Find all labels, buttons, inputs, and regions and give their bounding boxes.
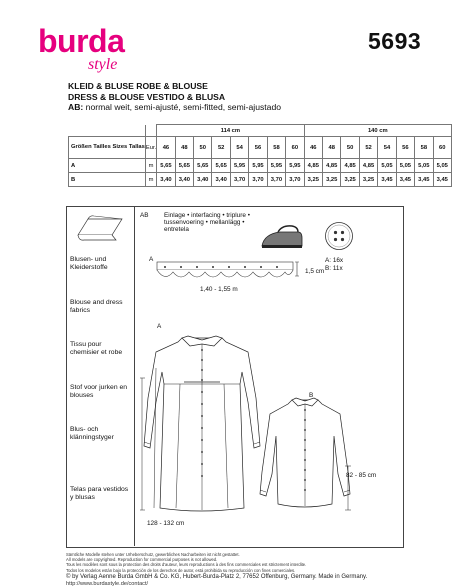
amount-cell: 5,65: [157, 159, 175, 173]
button-count-a: A: 16x: [325, 257, 344, 264]
logo-style-word: style: [88, 56, 118, 73]
amount-cell: 3,25: [304, 173, 322, 187]
amount-cell: 3,70: [230, 173, 248, 187]
pattern-titles: [68, 81, 281, 113]
dress-length: 128 - 132 cm: [147, 520, 185, 527]
notice-en: All models are copyrighted. Reproduction for commercial purposes is not allowed.: [66, 557, 218, 563]
fabric-swatch-icon: [76, 213, 128, 243]
iron-icon: [258, 224, 306, 250]
amount-cell: 3,70: [249, 173, 267, 187]
size-cell: 60: [286, 137, 304, 159]
interfacing-line-3: entretela: [164, 226, 189, 234]
size-cell: 48: [175, 137, 193, 159]
fabric-sv: Blus- och klänningstyger: [70, 426, 114, 441]
title-line-1: KLEID & BLUSE ROBE & BLOUSE: [68, 81, 208, 91]
amount-cell: 5,95: [267, 159, 285, 173]
amount-cell: 3,45: [433, 173, 451, 187]
amount-cell: 4,85: [341, 159, 359, 173]
size-cell: 50: [341, 137, 359, 159]
amount-cell: 5,05: [415, 159, 433, 173]
amount-cell: 5,95: [230, 159, 248, 173]
size-cell: 54: [230, 137, 248, 159]
fabric-de: Blusen- und Kleiderstoffe: [70, 256, 108, 271]
notice-de: Sämtliche Modelle stehen unter Urheberschutz, gewerbliches Nacharbeiten ist nicht gestattet.: [66, 552, 240, 557]
table-row-b: [69, 173, 452, 187]
lace-height: 1,5 cm: [305, 268, 325, 275]
interfacing-code: AB: [140, 212, 149, 219]
size-cell: 50: [194, 137, 212, 159]
amount-cell: 4,85: [323, 159, 341, 173]
size-cell: 56: [396, 137, 414, 159]
size-cell: 52: [212, 137, 230, 159]
amount-cell: 3,40: [175, 173, 193, 187]
blouse-illustration: [258, 392, 358, 522]
row-label-b: B: [69, 173, 146, 187]
fabric-nl: Stof voor jurken en blouses: [70, 384, 128, 399]
size-cell: 46: [157, 137, 175, 159]
size-cell: 58: [415, 137, 433, 159]
dress-illustration: [140, 328, 270, 518]
row-unit: m: [145, 159, 156, 173]
burda-style-logo: [38, 22, 148, 78]
amount-cell: 3,70: [267, 173, 285, 187]
width-140: 140 cm: [304, 125, 451, 137]
size-cell: 58: [267, 137, 285, 159]
fabric-es: Telas para vestidos y blusas: [70, 486, 129, 501]
pattern-number: 5693: [368, 28, 422, 54]
fabric-en: Blouse and dress fabrics: [70, 299, 123, 314]
interfacing-line-2: tussenvoering • mellanlägg •: [164, 219, 245, 227]
row-unit: m: [145, 173, 156, 187]
table-row-a: [69, 159, 452, 173]
width-114: 114 cm: [157, 125, 304, 137]
lace-length: 1,40 - 1,55 m: [200, 286, 238, 293]
fit-text: normal weit, semi-ajusté, semi-fitted, semi-ajustado: [83, 102, 282, 113]
size-cell: 60: [433, 137, 451, 159]
fit-description: [68, 102, 281, 113]
blouse-length: 82 - 85 cm: [346, 472, 377, 479]
lace-view-label: A: [149, 256, 154, 263]
sizes-row: [69, 137, 452, 159]
width-group-row: [69, 125, 452, 137]
lace-trim-icon: [155, 260, 303, 286]
amount-cell: 3,45: [415, 173, 433, 187]
amount-cell: 3,25: [341, 173, 359, 187]
publisher-info: [66, 574, 367, 581]
publisher-address: © by Verlag Aenne Burda GmbH & Co. KG, Hubert-Burda-Platz 2, 77652 Offenburg, Germany. Made in Germany.: [66, 574, 368, 580]
amount-cell: 5,05: [378, 159, 396, 173]
fabric-requirements-table: [68, 124, 452, 187]
amount-cell: 3,25: [359, 173, 377, 187]
fit-label: AB:: [68, 102, 84, 113]
interfacing-line-1: Einlage • interfacing • triplure •: [164, 212, 250, 219]
fabric-column-divider: [134, 206, 135, 546]
amount-cell: 5,05: [433, 159, 451, 173]
title-line-2: DRESS & BLOUSE VESTIDO & BLUSA: [68, 91, 226, 102]
amount-cell: 5,05: [396, 159, 414, 173]
notice-fr: Tous les modèles sont sous la protection des droits d'auteur, leurs reproductions à des fins commerciales est strictement interdite.: [66, 562, 307, 568]
row-label-a: A: [69, 159, 146, 173]
amount-cell: 3,25: [323, 173, 341, 187]
amount-cell: 5,95: [286, 159, 304, 173]
amount-cell: 3,45: [378, 173, 396, 187]
size-cell: 52: [359, 137, 377, 159]
sizes-header-unit: Eur.: [145, 137, 156, 159]
amount-cell: 3,40: [194, 173, 212, 187]
copyright-notice: [66, 552, 306, 573]
view-a-label: A: [157, 323, 162, 330]
button-count-b: B: 11x: [325, 265, 343, 272]
size-cell: 48: [323, 137, 341, 159]
logo-wordmark: burda: [38, 23, 125, 59]
interfacing-text: [164, 212, 268, 234]
size-cell: 54: [378, 137, 396, 159]
amount-cell: 5,65: [194, 159, 212, 173]
sizes-header-label: Größen Tailles Sizes Tallas: [69, 137, 146, 159]
amount-cell: 4,85: [359, 159, 377, 173]
amount-cell: 3,70: [286, 173, 304, 187]
amount-cell: 5,65: [175, 159, 193, 173]
button-icon: [324, 221, 354, 251]
contact-link[interactable]: http://www.burdastyle.de/contact/: [66, 581, 149, 587]
view-b-label: B: [309, 392, 314, 399]
amount-cell: 3,40: [157, 173, 175, 187]
amount-cell: 3,40: [212, 173, 230, 187]
amount-cell: 3,45: [396, 173, 414, 187]
amount-cell: 4,85: [304, 159, 322, 173]
size-cell: 56: [249, 137, 267, 159]
notice-es: Todos los modelos están bajo la protección de los derechos de autor, está prohibida su reproducción con fines comerciales.: [66, 567, 296, 573]
size-cell: 46: [304, 137, 322, 159]
amount-cell: 5,65: [212, 159, 230, 173]
fabric-fr: Tissu pour chemisier et robe: [70, 341, 123, 356]
amount-cell: 5,95: [249, 159, 267, 173]
